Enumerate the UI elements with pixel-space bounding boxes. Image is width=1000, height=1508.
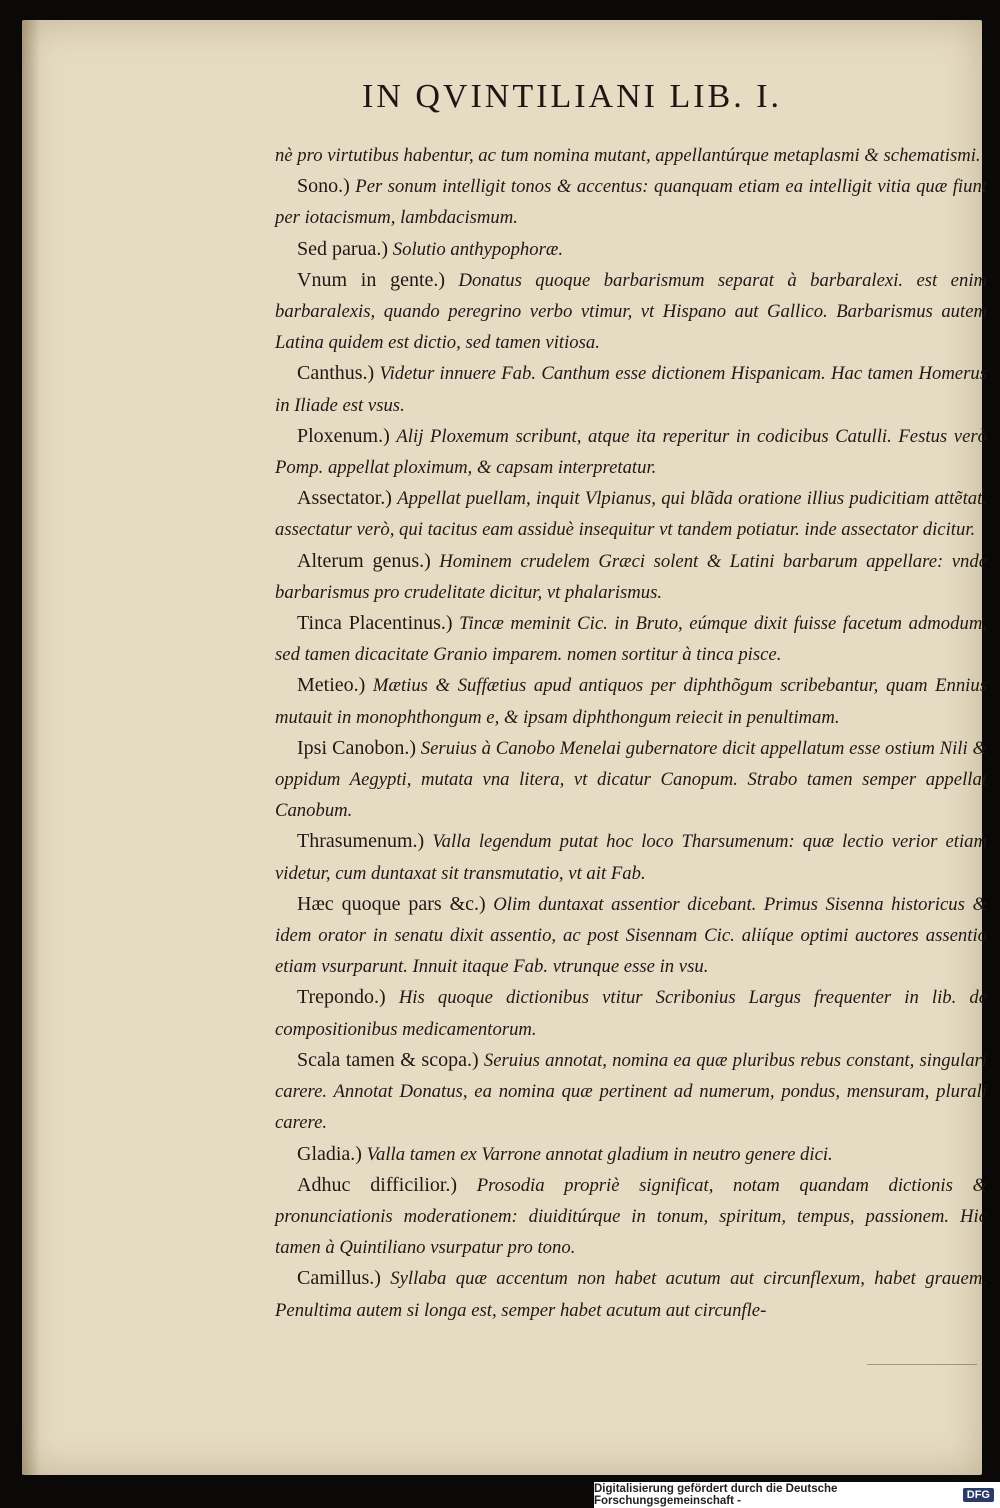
book-page [22,20,988,1475]
entry-gloss: Valla legendum putat hoc loco Tharsumenum: quæ lectio verior etiam videtur, cum duntaxat sit transmutatio, vt ait Fab. [275,831,988,884]
entry-lemma: Ploxenum.) [297,424,390,447]
entry-lemma: Alterum genus.) [297,549,431,572]
entry-lemma: Vnum in gente.) [297,268,446,291]
entry-lemma: Scala tamen & scopa.) [297,1048,479,1071]
entry-gloss: Hominem crudelem Græci solent & Latini barbarum appellare: vnde barbarismus pro crudelitate dicitur, vt phalarismus. [275,550,987,603]
entry-gloss: Alij Ploxemum scribunt, atque ita reperitur in codicibus Catulli. Festus verò Pomp. appellat ploximum, & capsam interpretatur. [275,425,987,479]
entry-lemma: Tinca Placentinus.) [297,612,453,635]
entry-paragraph [275,1139,987,1170]
entry-lemma: Assectator.) [297,487,392,510]
entry-gloss: Prosodia propriè significat, notam quandam dictionis & pronunciationis moderationem: diuiditúrque in tonum, spiritum, tempus, passionem. Hic tamen à Quintiliano vsurpatur pro tono. [275,1174,988,1259]
running-head: IN QVINTILIANI LIB. I. [362,78,783,115]
entry-paragraph [275,826,987,888]
entry-lemma: Thrasumenum.) [297,830,425,853]
entry-gloss: Donatus quoque barbarismum separat à barbaralexi. est enim barbaralexis, quando peregrino verbo vtimur, vt Hispano aut Gallico. Barbarismus autem Latina quidem est dictio, sed tamen vitiosa. [275,269,988,354]
entry-lemma: Sono.) [297,175,350,198]
entry-gloss: Seruius à Canobo Menelai gubernatore dicit appellatum esse ostium Nili & oppidum Aegypti, mutata vna litera, vt dicatur Canopum. Strabo tamen semper appellat Canobum. [275,737,988,822]
entry-gloss: Videtur innuere Fab. Canthum esse dictionem Hispanicam. Hac tamen Homerus in Iliade est vsus. [275,363,987,416]
entry-gloss: Solutio anthypophoræ. [392,238,564,260]
catchword-rule [867,1350,977,1365]
entry-paragraph [275,171,987,233]
intro-paragraph: nè pro virtutibus habentur, ac tum nomina mutant, appellantúrque metaplasmi & schematismi. [275,145,981,166]
entry-gloss: Olim duntaxat assentior dicebant. Primus Sisenna historicus & idem orator in senatu dixit assentio, ac post Sisennam Cic. aliíque optimi auctores assentio etiam vsurparunt. Innuit itaque Fab. vtrunque esse in vsu. [275,893,987,978]
footer-credit: Digitalisierung gefördert durch die Deutsche Forschungsgemeinschaft - [594,1483,838,1507]
commentary-text [275,140,987,1326]
entry-paragraph [275,608,987,670]
entry-paragraph [275,234,987,265]
entry-gloss: Seruius annotat, nomina ea quæ pluribus rebus constant, singulari carere. Annotat Donatus, ea nomina quæ pertinent ad numerum, pondus, mensuram, plurali carere. [275,1049,987,1134]
entry-gloss: Valla tamen ex Varrone annotat gladium in neutro genere dici. [366,1143,833,1165]
entry-gloss: His quoque dictionibus vtitur Scribonius Largus frequenter in lib. de compositionibus medicamentorum. [275,987,987,1040]
entry-paragraph [275,265,987,359]
entry-lemma: Camillus.) [297,1267,381,1290]
digitization-footer [594,1482,1000,1508]
entry-paragraph [275,421,987,483]
entry-paragraph [275,982,987,1044]
entry-gloss: Syllaba quæ accentum non habet acutum aut circunflexum, habet grauem. Penultima autem si longa est, semper habet acutum aut circunfle- [275,1268,987,1321]
entry-paragraph [275,1170,987,1264]
entry-lemma: Sed parua.) [297,237,389,260]
entry-paragraph [275,546,987,608]
entry-paragraph [275,1045,987,1139]
entry-gloss: Mætius & Suffætius apud antiquos per diphthõgum scribebantur, quam Ennius mutauit in monophthongum e, & ipsam diphthongum reiecit in penultimam. [275,675,987,728]
entry-paragraph [275,670,987,732]
entry-gloss: Tincæ meminit Cic. in Bruto, eúmque dixit fuisse facetum admodum, sed tamen dicacitate Granio imparem. nomen sortitur à tinca pisce. [275,613,987,666]
entry-lemma: Ipsi Canobon.) [297,736,416,759]
dfg-logo-icon: DFG [963,1488,994,1502]
entry-lemma: Canthus.) [297,362,375,385]
entry-paragraph [275,1263,987,1325]
entry-lemma: Adhuc difficilior.) [297,1173,458,1196]
entry-gloss: Appellat puellam, inquit Vlpianus, qui blãda oratione illius pudicitiam attẽtat. assectatur verò, qui tacitus eam assiduè insequitur vt tandem potiatur. inde assectator dicitur. [275,488,988,541]
entry-paragraph [275,733,987,827]
entry-paragraph [275,483,987,545]
entry-paragraph [275,889,987,983]
entry-lemma: Hæc quoque pars &c.) [297,892,486,915]
entry-lemma: Gladia.) [297,1142,362,1165]
entry-lemma: Trepondo.) [297,986,386,1009]
entry-paragraph [275,358,987,420]
entry-gloss: Per sonum intelligit tonos & accentus: quanquam etiam ea intelligit vitia quæ fiunt per iotacismum, lambdacismum. [275,176,987,229]
entry-lemma: Metieo.) [297,674,366,697]
